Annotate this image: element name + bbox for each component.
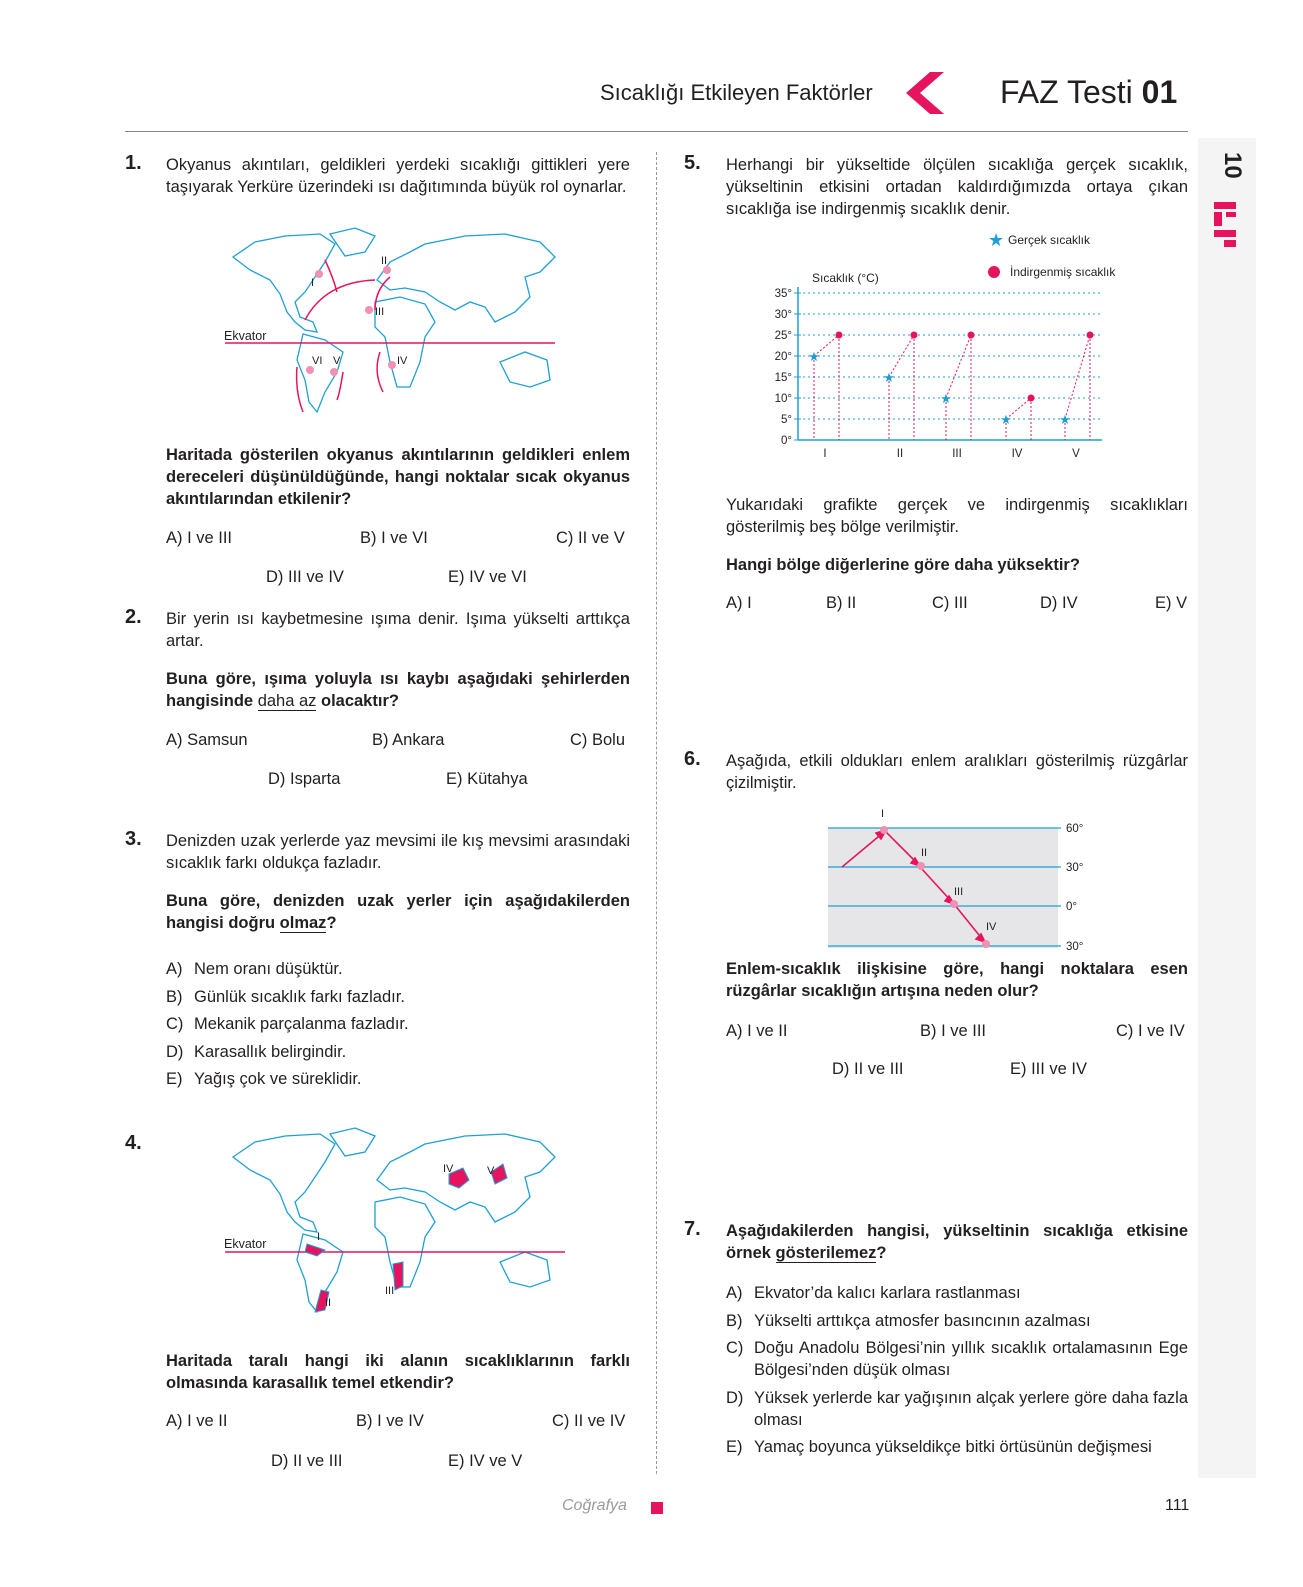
page-number: 111 (1165, 1497, 1190, 1514)
q3-option-c[interactable]: C) Mekanik parçalanma fazladır. (166, 1015, 409, 1033)
north-america-shape (233, 1134, 335, 1232)
q7-question-emphasis: gösterilemez (775, 1244, 877, 1262)
q2-option-b[interactable]: B) Ankara (372, 731, 445, 749)
q7-option-b[interactable]: B) Yükselti arttıkça atmosfer basıncının azalması (726, 1311, 1091, 1330)
wind-label-iii: III (954, 886, 964, 898)
test-name: FAZ Testi (1000, 74, 1133, 110)
q2-number: 2. (125, 606, 142, 628)
q4-label-v: V (487, 1165, 495, 1177)
greenland-shape (330, 1128, 375, 1156)
reduced-temp-point (968, 332, 975, 339)
q1-current-arrow-labrador (325, 260, 337, 292)
lat-label-30s: 30° (1066, 941, 1084, 953)
q4-area-iii (393, 1262, 403, 1290)
footer-square-icon (651, 1502, 663, 1514)
q4-number: 4. (125, 1132, 142, 1154)
y-tick-label: 15° (774, 372, 792, 384)
chevron-left-icon (900, 70, 948, 116)
q3-question-emphasis: olmaz (279, 914, 327, 932)
q1-number: 1. (125, 152, 142, 174)
reduced-temp-point (836, 332, 843, 339)
lat-label-30n: 30° (1066, 862, 1084, 874)
lat-label-60: 60° (1066, 823, 1084, 835)
q7-option-c[interactable]: C) Doğu Anadolu Bölgesi’nin yıllık sıcaklık ortalamasının Ege Bölgesi’nden düşük olması (726, 1339, 1188, 1379)
q5-option-d[interactable]: D) IV (1040, 594, 1078, 612)
y-tick-label: 35° (774, 288, 792, 300)
side-tab (1198, 138, 1256, 1478)
q1-option-d[interactable]: D) III ve IV (266, 568, 344, 586)
q5-text: Herhangi bir yükseltide ölçülen sıcaklığa gerçek sıcaklık, yükseltinin etkisini ortadan kaldırdığımızda ortaya çıkan sıcaklığa ise indirgenmiş sıcaklık denir. (726, 156, 1188, 218)
q2-question-emphasis: daha az (257, 692, 317, 710)
y-tick-label: 5° (781, 414, 792, 426)
q6-option-b[interactable]: B) I ve III (920, 1022, 987, 1040)
q7-option-e[interactable]: E) Yamaç boyunca yükseldikçe bitki örtüsünün değişmesi (726, 1438, 1152, 1456)
wind-point-iii (950, 900, 958, 908)
q1-current-arrow-falkland (337, 372, 343, 400)
q6-wind-diagram (826, 806, 1096, 956)
q5-option-a[interactable]: A) I (726, 594, 752, 612)
q5-question: Hangi bölge diğerlerine göre daha yüksektir? (726, 556, 1080, 574)
reduced-temp-point (1087, 332, 1094, 339)
q5-option-e[interactable]: E) V (1155, 594, 1188, 612)
q4-option-c[interactable]: C) II ve IV (552, 1412, 626, 1430)
q1-option-e[interactable]: E) IV ve VI (448, 568, 527, 586)
q3-option-e[interactable]: E) Yağış çok ve süreklidir. (166, 1070, 362, 1088)
q5-option-b[interactable]: B) II (826, 594, 857, 612)
q3-text: Denizden uzak yerlerde yaz mevsimi ile kış mevsimi arasındaki sıcaklık farkı oldukça fazladır. (166, 832, 630, 872)
q4-label-i: I (317, 1231, 321, 1243)
q2-text: Bir yerin ısı kaybetmesine ışıma denir. Işıma yükselti arttıkça artar. (166, 610, 630, 650)
q1-current-arrow-gulf (305, 280, 375, 320)
wind-label-i: I (881, 808, 885, 820)
y-tick-label: 25° (774, 330, 792, 342)
chart-x-ticks (823, 448, 1080, 460)
q1-label-ii: II (381, 255, 388, 267)
q4-label-iv: IV (443, 1163, 454, 1175)
north-america-shape (233, 234, 335, 332)
header-rule (125, 131, 1188, 132)
real-temp-point: ★ (883, 370, 895, 385)
q1-option-b[interactable]: B) I ve VI (360, 529, 428, 547)
q1-option-a[interactable]: A) I ve III (166, 529, 233, 547)
chart-grid (794, 287, 1102, 440)
q4-option-e[interactable]: E) IV ve V (448, 1452, 523, 1470)
q3-option-b[interactable]: B) Günlük sıcaklık farkı fazladır. (166, 987, 405, 1006)
australia-shape (500, 352, 550, 387)
q6-question: Enlem-sıcaklık ilişkisine göre, hangi noktalara esen rüzgârlar sıcaklığın artışına neden olur? (726, 960, 1188, 1000)
q7-question-pre: Aşağıdakilerden hangisi, yükseltinin sıcaklığa etkisine örnek (726, 1222, 1188, 1262)
q3-question-pre: Buna göre, denizden uzak yerler için aşağıdakilerden hangisi doğru (166, 892, 630, 932)
reduced-temp-point (911, 332, 918, 339)
x-tick-label: IV (1011, 448, 1023, 460)
q5-number: 5. (684, 152, 701, 174)
x-tick-label: V (1072, 448, 1080, 460)
lat-label-0: 0° (1066, 901, 1077, 913)
q4-option-d[interactable]: D) II ve III (271, 1452, 343, 1470)
q2-option-d[interactable]: D) Isparta (268, 770, 341, 788)
wind-point-iv (982, 940, 990, 948)
faz-10-logo (1210, 150, 1246, 260)
reduced-temp-point (1028, 395, 1035, 402)
q5-after-chart: Yukarıdaki grafikte gerçek ve indirgenmiş sıcaklıkları gösterilmiş beş bölge verilmiştir. (726, 496, 1188, 536)
q7-option-d[interactable]: D) Yüksek yerlerde kar yağışının alçak yerlere göre daha fazla olması (726, 1388, 1188, 1429)
chart-y-axis-label: Sıcaklık (°C) (812, 271, 879, 285)
q3-option-d[interactable]: D) Karasallık belirgindir. (166, 1042, 347, 1061)
legend-series-1: Gerçek sıcaklık (1008, 233, 1091, 247)
q4-option-a[interactable]: A) I ve II (166, 1412, 228, 1430)
x-tick-label: I (823, 448, 827, 460)
q7-question-post: ? (876, 1244, 887, 1262)
q4-area-i (305, 1244, 325, 1256)
q4-question: Haritada taralı hangi iki alanın sıcaklıklarının farklı olmasında karasallık temel etkendir? (166, 1352, 630, 1392)
q1-label-vi: VI (312, 355, 323, 367)
y-tick-label: 0° (781, 435, 792, 447)
q1-current-arrow-benguela (377, 352, 383, 392)
q2-option-a[interactable]: A) Samsun (166, 731, 248, 749)
q2-question (166, 668, 630, 712)
q4-option-b[interactable]: B) I ve IV (356, 1412, 424, 1430)
test-title (1000, 74, 1177, 111)
q6-number: 6. (684, 748, 701, 770)
x-tick-label: II (896, 448, 904, 460)
real-temp-point: ★ (1000, 412, 1012, 427)
q5-option-c[interactable]: C) III (932, 594, 968, 612)
q1-option-c[interactable]: C) II ve V (556, 529, 625, 547)
q1-label-iii: III (375, 306, 385, 318)
q3-question (166, 890, 630, 934)
q6-option-e[interactable]: E) III ve IV (1010, 1060, 1088, 1078)
legend-circle-icon (988, 266, 1000, 278)
header-subtitle: Sıcaklığı Etkileyen Faktörler (600, 80, 873, 105)
chart-legend (988, 230, 1116, 279)
q4-world-map (225, 1122, 570, 1327)
q1-equator-label: Ekvator (224, 329, 267, 343)
q3-options (166, 958, 630, 1096)
q5-chart (774, 230, 1130, 475)
q1-text: Okyanus akıntıları, geldikleri yerdeki sıcaklığı gittikleri yere taşıyarak Yerküre üzerindeki ısı dağıtımında büyük rol oynarlar. (166, 156, 630, 196)
q6-text: Aşağıda, etkili oldukları enlem aralıkları gösterilmiş rüzgârlar çizilmiştir. (726, 752, 1188, 792)
q7-options (726, 1282, 1188, 1464)
legend-star-icon: ★ (988, 230, 1005, 250)
q6-option-a[interactable]: A) I ve II (726, 1022, 788, 1040)
svg-text:10: 10 (1219, 152, 1246, 179)
q2-option-c[interactable]: C) Bolu (570, 731, 626, 749)
column-divider (656, 152, 657, 1474)
real-temp-point: ★ (808, 349, 820, 364)
wind-point-ii (917, 862, 925, 870)
q3-number: 3. (125, 828, 142, 850)
q4-label-iii: III (385, 1285, 395, 1297)
footer-subject: Coğrafya (562, 1497, 627, 1514)
real-temp-point: ★ (1059, 412, 1071, 427)
chart-guides (814, 335, 1090, 440)
africa-shape (375, 1197, 435, 1287)
q7-number: 7. (684, 1218, 701, 1240)
q6-option-c[interactable]: C) I ve IV (1116, 1022, 1185, 1040)
q3-question-post: ? (326, 914, 337, 932)
y-tick-label: 10° (774, 393, 792, 405)
q1-label-v: V (333, 355, 341, 367)
q1-label-i: I (311, 277, 315, 289)
q1-world-map (225, 222, 570, 427)
legend-series-2: İndirgenmiş sıcaklık (1010, 265, 1116, 279)
eurasia-shape (377, 234, 555, 322)
q4-equator-label: Ekvator (224, 1237, 267, 1251)
connector-line (946, 335, 971, 398)
q1-label-iv: IV (397, 355, 408, 367)
test-number: 01 (1141, 74, 1178, 110)
real-temp-point: ★ (940, 391, 952, 406)
q2-question-pre: Buna göre, ışıma yoluyla ısı kaybı aşağıdaki şehirlerden hangisinde (166, 670, 630, 710)
q3-option-a[interactable]: A) Nem oranı düşüktür. (166, 960, 343, 978)
q4-label-ii: II (325, 1297, 332, 1309)
q1-question: Haritada gösterilen okyanus akıntılarının geldikleri enlem dereceleri düşünüldüğünde, hangi noktalar sıcak okyanus akıntılarından etkilenir? (166, 446, 630, 508)
q7-option-a[interactable]: A) Ekvator’da kalıcı karlara rastlanması (726, 1284, 1021, 1302)
chart-points (808, 332, 1093, 428)
q2-option-e[interactable]: E) Kütahya (446, 770, 528, 788)
wind-point-i (880, 826, 888, 834)
y-tick-label: 30° (774, 309, 792, 321)
wind-label-iv: IV (986, 921, 997, 933)
q7-question (726, 1220, 1188, 1264)
x-tick-label: III (952, 448, 962, 460)
q6-option-d[interactable]: D) II ve III (832, 1060, 904, 1078)
y-tick-label: 20° (774, 351, 792, 363)
australia-shape (500, 1252, 550, 1287)
wind-label-ii: II (921, 847, 928, 859)
latitude-band-area (828, 828, 1058, 948)
q2-question-post: olacaktır? (316, 692, 399, 710)
chart-y-ticks (775, 288, 792, 447)
greenland-shape (330, 228, 375, 256)
